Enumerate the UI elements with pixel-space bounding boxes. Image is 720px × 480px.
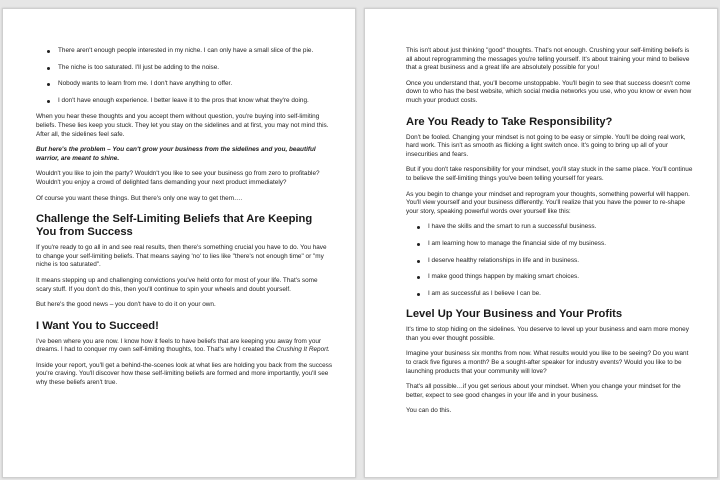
emphasis-paragraph: But here's the problem – You can't grow your business from the sidelines and you, beautiful warrior, are meant to shine. bbox=[36, 146, 316, 162]
paragraph: Imagine your business six months from now. What results would you like to be seeing? Do you want to crack five figures a month? Be a sought-after speaker for industry events? Would you like to be launching products that your community will love? bbox=[406, 350, 689, 375]
paragraph: As you begin to change your mindset and reprogram your thoughts, something powerful will happen. You'll view yourself and your business differently. You'll realize that you have the power to re-shape your story, speaking powerful words over yourself like this: bbox=[406, 190, 690, 215]
belief-list bbox=[36, 47, 333, 105]
list-item: Nobody wants to learn from me. I don't have anything to offer. bbox=[58, 80, 333, 89]
paragraph: Don't be fooled. Changing your mindset is not going to be easy or simple. You'll be doing real work, hard work. This isn't as smooth as flicking a light switch once. It's going to bring up all of your insecurities and fears. bbox=[406, 133, 686, 158]
affirmation-list bbox=[406, 223, 695, 298]
paragraph: It means stepping up and challenging convictions you've held onto for most of your life. That's some scary stuff. If you don't do this, then you'll continue to spin your wheels and doubt yourself. bbox=[36, 276, 318, 293]
list-item: I am as successful as I believe I can be. bbox=[428, 290, 695, 299]
paragraph: But here's the good news – you don't have to do it on your own. bbox=[36, 301, 216, 309]
paragraph bbox=[36, 338, 333, 355]
document-page-left bbox=[2, 8, 356, 478]
paragraph: Inside your report, you'll get a behind-the-scenes look at what lies are holding you back from the success you're craving. You'll discover how these self-limiting beliefs are formed and more importantly, you'll see why these beliefs aren't true. bbox=[36, 361, 333, 387]
paragraph: When you hear these thoughts and you accept them without question, you're buying into self-limiting beliefs. These lies keep you stuck. They let you stay on the sidelines and at first, you may not mind this. After all, the sidelines feel safe. bbox=[36, 113, 329, 138]
paragraph-text: I've been where you are now. I know how it feels to have beliefs that are keeping you away from your dreams. I had to conquer my own self-limiting thoughts, too. That's why I created the bbox=[36, 337, 322, 354]
paragraph: That's all possible…if you get serious about your mindset. When you change your mindset for the better, expect to see good changes in your life and in your business. bbox=[406, 383, 681, 399]
paragraph: Wouldn't you like to join the party? Wouldn't you like to see your business go from zero to profitable? Wouldn't you enjoy a crowd of delighted fans demanding your next product immediately? bbox=[36, 170, 320, 186]
paragraph: Once you understand that, you'll become unstoppable. You'll begin to see that success doesn't come down to who has the best website, which social media networks you use, who you know or even how much your product costs. bbox=[406, 79, 692, 104]
section-heading: I Want You to Succeed! bbox=[36, 319, 159, 332]
section-heading: Level Up Your Business and Your Profits bbox=[406, 308, 623, 321]
list-item: I have the skills and the smart to run a successful business. bbox=[428, 223, 695, 232]
list-item: I don't have enough experience. I better leave it to the pros that know what they're doing. bbox=[58, 97, 333, 106]
list-item: There aren't enough people interested in my niche. I can only have a small slice of the pie. bbox=[58, 47, 333, 56]
list-item: The niche is too saturated. I'll just be adding to the noise. bbox=[58, 64, 333, 73]
paragraph: It's time to stop hiding on the sidelines. You deserve to level up your business and earn more money than you ever thought possible. bbox=[406, 326, 689, 342]
paragraph: But if you don't take responsibility for your mindset, you'll stay stuck in the same place. You'll continue to believe the self-limiting things you've been telling yourself for years. bbox=[406, 166, 693, 182]
section-heading: Challenge the Self-Limiting Beliefs that Are Keeping You from Success bbox=[36, 213, 313, 239]
section-heading: Are You Ready to Take Responsibility? bbox=[406, 115, 613, 128]
list-item: I make good things happen by making smart choices. bbox=[428, 273, 695, 282]
paragraph: Of course you want these things. But there's only one way to get them…. bbox=[36, 194, 243, 202]
report-title: Crushing It Report. bbox=[276, 346, 330, 354]
paragraph: If you're ready to go all in and see real results, then there's something crucial you have to do. You have to change your self-limiting beliefs. That means saying 'no' to lies like "there's not enough time" or "my niche is too saturated". bbox=[36, 244, 327, 269]
document-page-right bbox=[364, 8, 718, 478]
list-item: I am learning how to manage the financial side of my business. bbox=[428, 240, 695, 249]
paragraph: You can do this. bbox=[406, 407, 452, 415]
paragraph: This isn't about just thinking "good" thoughts. That's not enough. Crushing your self-limiting beliefs is all about reprogramming the messages you're telling yourself. It's about training your mind to believe that a great business and a great life are absolutely possible for you! bbox=[406, 47, 690, 72]
list-item: I deserve healthy relationships in life and in business. bbox=[428, 257, 695, 266]
